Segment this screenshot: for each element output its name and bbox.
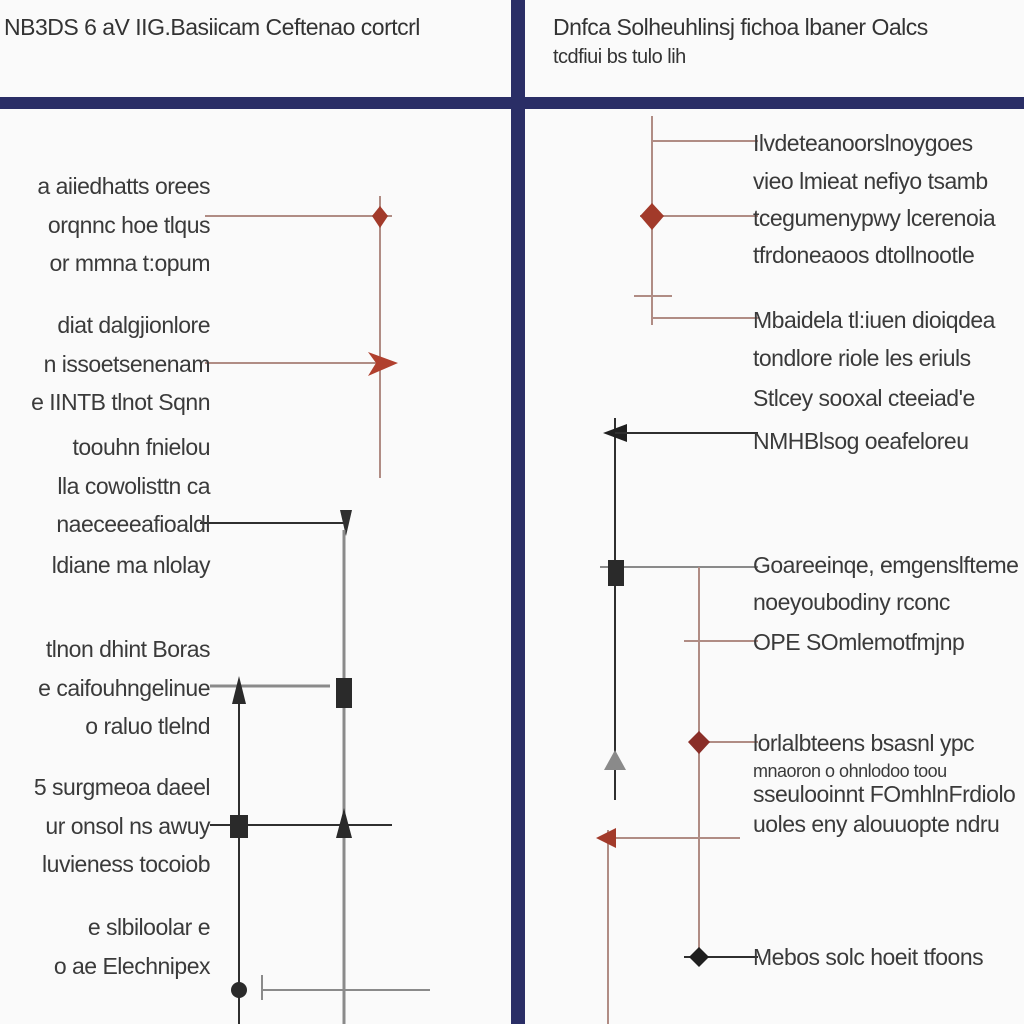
right-label: sseulooinnt FOmhlnFrdiolo — [753, 781, 1016, 807]
right-label: Stlcey sooxal cteeiad'e — [753, 385, 975, 411]
node-marker — [230, 815, 248, 838]
left-label: or mmna t:opum — [49, 250, 210, 276]
left-label: o raluo tlelnd — [85, 713, 210, 739]
right-label: noeyoubodiny rconc — [753, 589, 950, 615]
left-label: lla cowolisttn ca — [57, 473, 210, 499]
left-header-title: NB3DS 6 aV IIG.Basiicam Ceftenao cortcrl — [4, 14, 420, 40]
arrow-marker — [336, 808, 352, 838]
left-label: orqnnc hoe tlqus — [47, 212, 210, 238]
right-label: mnaoron o ohnlodoo toou — [753, 761, 947, 781]
right-label: NMHBlsog oeafeloreu — [753, 428, 969, 454]
right-label: lorlalbteens bsasnl ypc — [753, 730, 975, 756]
left-label: 5 surgmeoa daeel — [33, 774, 210, 800]
arrow-marker — [232, 676, 246, 704]
right-label: Goareeinqe, emgenslfteme — [753, 552, 1019, 578]
left-label: o ae Elechnipex — [53, 953, 210, 979]
left-label: diat dalgjionlore — [57, 312, 210, 338]
arrow-marker — [596, 828, 616, 848]
node-marker — [372, 206, 388, 228]
left-label: n issoetsenenam — [43, 351, 210, 377]
node-marker — [231, 982, 247, 998]
left-label: luvieness tocoiob — [42, 851, 210, 877]
right-label: vieo lmieat nefiyo tsamb — [753, 168, 988, 194]
left-label: tlnon dhint Boras — [45, 636, 210, 662]
node-marker — [688, 731, 710, 754]
left-label: e caifouhngelinue — [38, 675, 210, 701]
right-label: Mebos solc hoeit tfoons — [753, 944, 984, 970]
right-label: OPE SOmlemotfmjnp — [753, 629, 965, 655]
node-marker — [336, 678, 352, 708]
right-header-subtitle: tcdfiui bs tulo lih — [553, 46, 686, 68]
node-marker — [640, 203, 664, 230]
node-marker — [689, 947, 709, 967]
left-label: e IINTB tlnot Sqnn — [31, 389, 210, 415]
arrow-marker — [604, 750, 626, 770]
right-label: uoles eny alouuopte ndru — [753, 811, 1000, 837]
right-header-title: Dnfca Solheuhlinsj fichoa lbaner Oalcs — [553, 14, 928, 40]
right-label: Mbaidela tl:iuen dioiqdea — [753, 307, 995, 333]
right-label: Ilvdeteanoorslnoygoes — [753, 130, 973, 156]
left-label: toouhn fnielou — [72, 434, 210, 460]
left-label: ur onsol ns awuy — [45, 813, 210, 839]
right-label: tcegumenypwy lcerenoia — [753, 205, 996, 231]
left-label: ldiane ma nlolay — [51, 552, 210, 578]
left-label: e slbiloolar e — [87, 914, 210, 940]
left-label: naeceeeafioaldl — [56, 511, 210, 537]
right-label: tfrdoneaoos dtollnootle — [753, 242, 975, 268]
right-label: tondlore riole les eriuls — [753, 345, 971, 371]
left-label: a aiiedhatts orees — [37, 173, 210, 199]
node-marker — [608, 560, 624, 586]
